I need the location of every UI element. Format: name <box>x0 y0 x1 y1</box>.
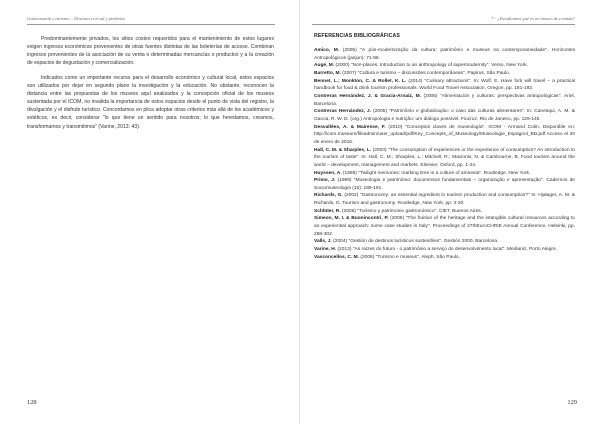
right-page <box>300 0 600 424</box>
left-body-text <box>27 35 274 137</box>
reference-entry <box>314 254 575 262</box>
reference-text: (2003) "The consumption of experiences or the experience of consumption? An introduction to the tourism of taste". In: Hall, C. M.; Sharples, L.; Mitchell, R.; Macionis, N. & Cambourne, B. Food tourism around the world – development, management and markets. Elsevier, Oxford, pp. 1-24. <box>314 147 575 168</box>
reference-author: Contreras Hernández, J. <box>314 109 372 115</box>
reference-entry <box>314 147 575 170</box>
reference-entry <box>314 192 575 207</box>
reference-author: Bennet, L.; Monkton, C. & Rollet, K. L. <box>314 78 407 84</box>
right-header-rule <box>312 24 575 25</box>
references-list <box>314 47 575 261</box>
reference-text: (2005) "Alimentación y culturas: perspectivas antropológicas". Ariel, Barcelona. <box>314 93 575 107</box>
reference-text: (2004) "Gestión de destinos turísticos sostenibles". Gestión 2000, Barcelona. <box>333 239 499 245</box>
reference-author: Amico, M. <box>314 48 340 53</box>
left-header-rule <box>27 24 275 25</box>
reference-author: Primo, J. <box>314 178 336 184</box>
reference-entry <box>314 78 575 93</box>
left-page-number: 128 <box>27 399 37 406</box>
reference-author: Varine, H. <box>314 247 337 253</box>
reference-author: Vasconcellos, C. M. <box>314 254 359 260</box>
reference-entry <box>314 47 575 62</box>
reference-text: (2005) "A pós-modernização da cultura: patrimônio e museus na contemporaneidade". Horizontes Antropológicos (janjun): 71-86. <box>314 48 575 61</box>
reference-text: (2013) "As raízes do futuro - o patrimônio a serviço do desenvolvimento local". Medianiz, Porto Alegre. <box>337 247 558 253</box>
reference-entry <box>314 124 575 147</box>
reference-text: (2006) "Turismo e museus". Aleph, São Paulo. <box>360 254 460 260</box>
reference-author: Richards, G. <box>314 193 343 199</box>
reference-text: (2002) "Gastronomy: an essential ingredient in tourism production and consumption?" In: Hjalager, A. M. & Richards, G. Tourism and gastronomy. Routledge, New York, pp. 3-20. <box>314 193 575 207</box>
reference-entry <box>314 208 575 216</box>
body-paragraph-2: Indicados como un importante recurso para el desarrollo económico y cultural local, estos espacios son utilizados por dejar en segundo plano la investigación y la educación. No obstante, reconocen la distancia entre las propuestas de los museos aquí analizados y la concepción oficial de los museos sustentada por el ICOM, no invalida la importancia de estos espacios desde el punto de vista del registro, la divulgación y el disfrute turístico. Concordamos en plica adoptar otras criterios más allá de los académicos y estéticos, es decir, considerar "lo que tiene un sentido para nosotros; lo que heredamos, creamos, transformamos y transmitimos" (Varine, 2013: 43). <box>27 74 274 130</box>
reference-entry <box>314 108 575 123</box>
reference-text: (2014) "Culinary attractions". In: Wolf, E. Have fork will travel – a practical handbook for food & drink tourism professionals. World Food Travel Association, Oregon, pp. 181-192. <box>314 78 575 92</box>
reference-text: (2000) "Non-places. Introduction to an anthropology of supermodernity". Verso, New York. <box>335 63 528 69</box>
references-heading: REFERENCIAS BIBLIOGRÁFICAS <box>314 33 400 39</box>
reference-entry <box>314 70 575 78</box>
reference-entry <box>314 246 575 254</box>
reference-entry <box>314 238 575 246</box>
reference-author: Hall, C. M. & Sharples, L. <box>314 147 372 153</box>
reference-author: Contreras Hernández, J. & Gracia-Arnaiz, M. <box>314 93 422 99</box>
reference-author: Barretto, M. <box>314 70 341 76</box>
reference-text: (2009) "The fruition of the heritage and the intangible cultural resources according to an experiential approach: some case studies in Italy". Proceedings of 27thEuroCHRIE Annual Conference, Helsinki, pp. 288-302. <box>314 216 575 237</box>
references-section <box>314 33 575 261</box>
left-running-head: Gastronomía y turismo – Destinos con sal y pimienta <box>27 16 125 21</box>
right-running-head: 7 - ¿Estudiamos qué es un museo de comida? <box>491 16 575 21</box>
reference-text: (2010) "Conceptos claves de museología". ICOM - Armand Colin. Disponible en: http://icom.museum/fileadmin/user_upload/pdf/Key_Concepts_of_Museology/Museologie_Espagnol_BD.pdf Acceso el 20 de enero de 2016. <box>314 124 575 145</box>
reference-author: Valls, J. <box>314 239 332 245</box>
reference-text: (2006) "Turismo y patrimonio gastronómico". CIET, Buenos Aires. <box>342 208 483 214</box>
body-paragraph-1: Predominantemente privados, los sitios costeo requeridos para el mantenimiento de estos lugares exigen ingresos económicos provenientes de otras fuentes distintas de las boleterías de acceso. Combinan ingresos provenientes de la asociación de su venta o determinadas mercancías o productos y a la creación de espacios de degustación y comercialización. <box>27 36 274 67</box>
reference-author: Huyssen, A. <box>314 170 342 176</box>
reference-text: (2007) "Cultura e turismo – discussões contemporâneas". Papirus, São Paulo. <box>342 70 511 76</box>
reference-author: Simeon, M. I. & Buonincontri, P. <box>314 216 389 222</box>
reference-entry <box>314 215 575 238</box>
reference-text: (2005) "Patrimônio e globalização: o caso das culturas alimentares". In: Canesqui, A. M. & Garcia, R. W. D. (org.) Antropologia e nutrição: um diálogo possível. Fiocruz, Rio de Janeiro, pp. 129-145. <box>314 109 575 122</box>
reference-entry <box>314 177 575 192</box>
reference-author: Desvallées, A. & Mairesse, F. <box>314 124 386 130</box>
reference-text: (1999) "Museologia e patrimônio: documentos fundamentais – organização e apresentação". Cadernos de Sociomuseologia (15): 189-191. <box>314 178 575 191</box>
reference-entry <box>314 93 575 108</box>
reference-entry <box>314 62 575 70</box>
reference-author: Augé, M. <box>314 63 335 69</box>
right-page-number: 129 <box>567 399 577 406</box>
reference-text: (1995) "Twilight memories: marking time in a culture of amnesia". Routledge, New York. <box>342 170 531 176</box>
reference-author: Schlüter, R. <box>314 208 341 214</box>
reference-entry <box>314 170 575 178</box>
